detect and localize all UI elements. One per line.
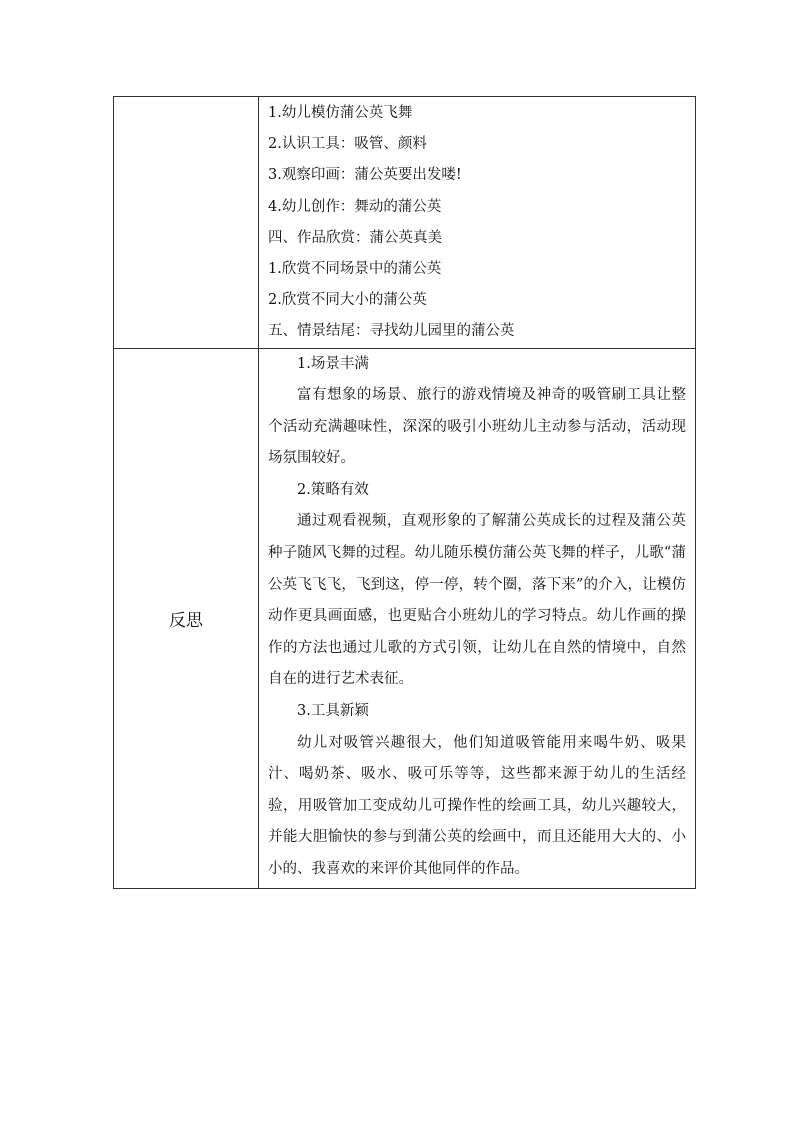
section-paragraph: 幼儿对吸管兴趣很大，他们知道吸管能用来喝牛奶、吸果汁、喝奶茶、吸水、吸可乐等等，这些都来源于幼儿的生活经验，用吸管加工变成幼儿可操作性的绘画工具，幼儿兴趣较大，并能大胆愉快的参与到蒲公英的绘画中，而且还能用大大的、小小的、我喜欢的来评价其他同伴的作品。 — [268, 734, 686, 877]
section-title: 3.工具新颖 — [297, 703, 369, 720]
section-paragraph: 通过观看视频，直观形象的了解蒲公英成长的过程及蒲公英种子随风飞舞的过程。幼儿随乐模仿蒲公英飞舞的样子，儿歌“蒲公英飞飞飞，飞到这，停一停，转个圈，落下来”的介入，让模仿动作更具画面感，也更贴合小班幼儿的学习特点。幼儿作画的操作的方法也通过儿歌的方式引领，让幼儿在自然的情境中，自然自在的进行艺术表征。 — [268, 513, 686, 688]
activity-steps-row — [114, 97, 696, 349]
step-line: 四、作品欣赏：蒲公英真美 — [268, 229, 442, 246]
reflection-content-cell — [259, 348, 696, 888]
section-title: 1.场景丰满 — [297, 355, 369, 372]
activity-steps-cell — [259, 97, 696, 349]
step-line: 2.欣赏不同大小的蒲公英 — [268, 292, 427, 309]
step-line: 2.认识工具：吸管、颜料 — [268, 136, 427, 153]
activity-steps-label-cell — [114, 97, 259, 349]
section-title: 2.策略有效 — [297, 481, 369, 498]
step-line: 1.幼儿模仿蒲公英飞舞 — [268, 105, 413, 121]
step-line: 4.幼儿创作：舞动的蒲公英 — [268, 198, 442, 215]
step-line: 五、情景结尾：寻找幼儿园里的蒲公英 — [268, 323, 515, 340]
lesson-plan-table — [113, 96, 696, 889]
step-line: 3.观察印画：蒲公英要出发喽! — [268, 167, 462, 184]
step-line: 1.欣赏不同场景中的蒲公英 — [268, 260, 442, 277]
reflection-row — [114, 348, 696, 888]
reflection-label: 反思 — [114, 348, 259, 888]
section-paragraph: 富有想象的场景、旅行的游戏情境及神奇的吸管刷工具让整个活动充满趣味性，深深的吸引小班幼儿主动参与活动，活动现场氛围较好。 — [268, 387, 686, 467]
